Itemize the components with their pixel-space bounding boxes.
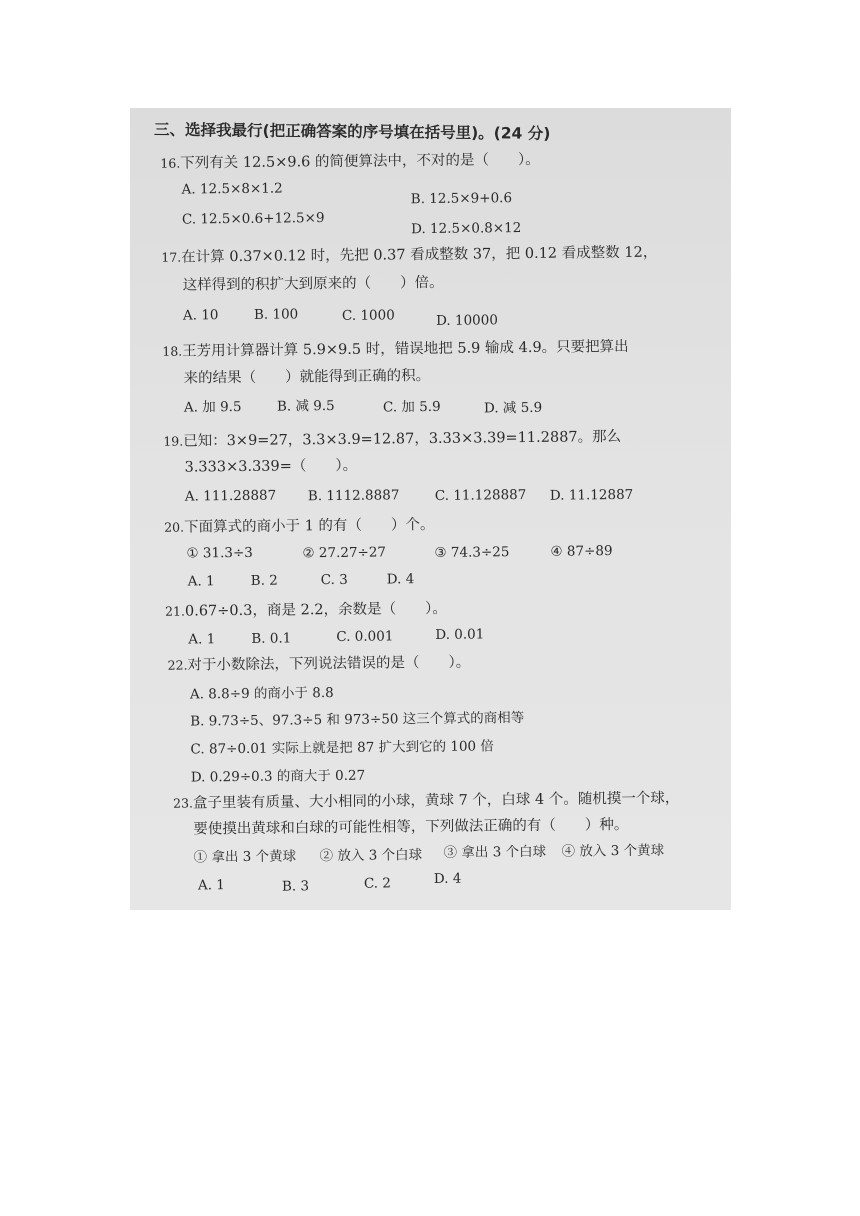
question-number: 17. <box>161 249 182 265</box>
q20-item-1: ① 31.3÷3 <box>186 544 253 562</box>
question-21-stem <box>165 600 447 621</box>
q22-option-c: C. 87÷0.01 实际上就是把 87 扩大到它的 100 倍 <box>190 738 494 758</box>
question-17-stem <box>161 244 657 267</box>
question-number: 18. <box>162 343 183 359</box>
q23-item-2: ② 放入 3 个白球 <box>319 847 423 865</box>
exam-page <box>130 108 731 910</box>
q19-option-a: A. 111.28887 <box>184 487 277 505</box>
q20-option-d: D. 4 <box>386 571 415 588</box>
q21-option-b: B. 0.1 <box>251 630 292 647</box>
question-text: 0.67÷0.3，商是 2.2，余数是（ ）。 <box>184 600 447 620</box>
q17-option-a: A. 10 <box>182 307 219 324</box>
q20-item-2: ② 27.27÷27 <box>302 544 387 562</box>
q18-option-c: C. 加 5.9 <box>382 398 441 416</box>
question-text: 对于小数除法，下列说法错误的是（ ）。 <box>187 654 471 674</box>
question-number: 22. <box>167 657 188 673</box>
q23-option-c: C. 2 <box>363 875 392 892</box>
question-text: 在计算 0.37×0.12 时，先把 0.37 看成整数 37，把 0.12 看成整数 12， <box>181 244 658 266</box>
question-23-stem-line2: 要使摸出黄球和白球的可能性相等，下列做法正确的有（ ）种。 <box>193 816 629 838</box>
q23-item-4: ④ 放入 3 个黄球 <box>561 842 665 860</box>
question-number: 16. <box>160 155 181 171</box>
q22-option-b: B. 9.73÷5、97.3÷5 和 973÷50 这三个算式的商相等 <box>190 710 525 730</box>
question-text: 下列有关 12.5×9.6 的简便算法中，不对的是（ ）。 <box>180 151 540 172</box>
q22-option-a: A. 8.8÷9 的商小于 8.8 <box>189 685 334 703</box>
q23-option-d: D. 4 <box>433 870 462 887</box>
q18-option-d: D. 减 5.9 <box>483 399 543 417</box>
question-17-stem-line2: 这样得到的积扩大到原来的（ ）倍。 <box>182 274 444 294</box>
section-title: 三、选择我最行(把正确答案的序号填在括号里)。(24 分) <box>153 120 551 143</box>
q20-item-4: ④ 87÷89 <box>550 543 613 560</box>
q16-option-a: A. 12.5×8×1.2 <box>181 180 283 198</box>
question-16-stem <box>160 151 540 173</box>
question-23-stem <box>173 789 679 812</box>
question-text: 已知：3×9=27，3.3×3.9=12.87，3.33×3.39=11.2887。那么 <box>183 429 622 450</box>
q23-option-a: A. 1 <box>197 877 225 894</box>
q20-option-b: B. 2 <box>250 572 278 589</box>
question-number: 20. <box>164 519 185 535</box>
question-text: 盒子里装有质量、大小相同的小球，黄球 7 个，白球 4 个。随机摸一个球， <box>192 790 680 812</box>
q17-option-d: D. 10000 <box>435 312 498 329</box>
q19-option-b: B. 1112.8887 <box>307 487 400 505</box>
q21-option-c: C. 0.001 <box>336 628 394 645</box>
q16-option-c: C. 12.5×0.6+12.5×9 <box>181 210 325 228</box>
q23-item-1: ① 拿出 3 个黄球 <box>193 848 297 866</box>
q16-option-d: D. 12.5×0.8×12 <box>410 220 522 238</box>
q21-option-a: A. 1 <box>188 631 216 648</box>
question-18-stem-line2: 来的结果（ ）就能得到正确的积。 <box>183 367 431 387</box>
question-19-stem <box>163 428 621 451</box>
question-22-stem <box>168 654 471 675</box>
question-number: 21. <box>164 603 186 619</box>
q17-option-c: C. 1000 <box>341 307 395 324</box>
q23-item-3: ③ 拿出 3 个白球 <box>443 843 547 861</box>
q20-item-3: ③ 74.3÷25 <box>434 544 510 561</box>
question-number: 19. <box>163 433 184 449</box>
q16-option-b: B. 12.5×9+0.6 <box>410 190 513 208</box>
question-18-stem <box>162 338 628 361</box>
q20-option-c: C. 3 <box>320 571 348 589</box>
q18-option-a: A. 加 9.5 <box>183 398 242 416</box>
q19-option-c: C. 11.128887 <box>434 486 527 504</box>
q21-option-d: D. 0.01 <box>435 626 485 643</box>
q22-option-d: D. 0.29÷0.3 的商大于 0.27 <box>190 767 366 786</box>
question-number: 23. <box>172 795 194 811</box>
q17-option-b: B. 100 <box>253 306 299 323</box>
question-19-stem-line2: 3.333×3.339=（ ）。 <box>184 457 358 476</box>
q23-option-b: B. 3 <box>281 878 310 895</box>
question-text: 王芳用计算器计算 5.9×9.5 时，错误地把 5.9 输成 4.9。只要把算出 <box>182 338 629 360</box>
question-20-stem <box>164 516 435 537</box>
q19-option-d: D. 11.12887 <box>549 486 634 504</box>
q20-option-a: A. 1 <box>187 573 215 590</box>
exam-photo <box>130 108 731 910</box>
q18-option-b: B. 减 9.5 <box>276 397 335 415</box>
question-text: 下面算式的商小于 1 的有（ ）个。 <box>183 516 435 536</box>
